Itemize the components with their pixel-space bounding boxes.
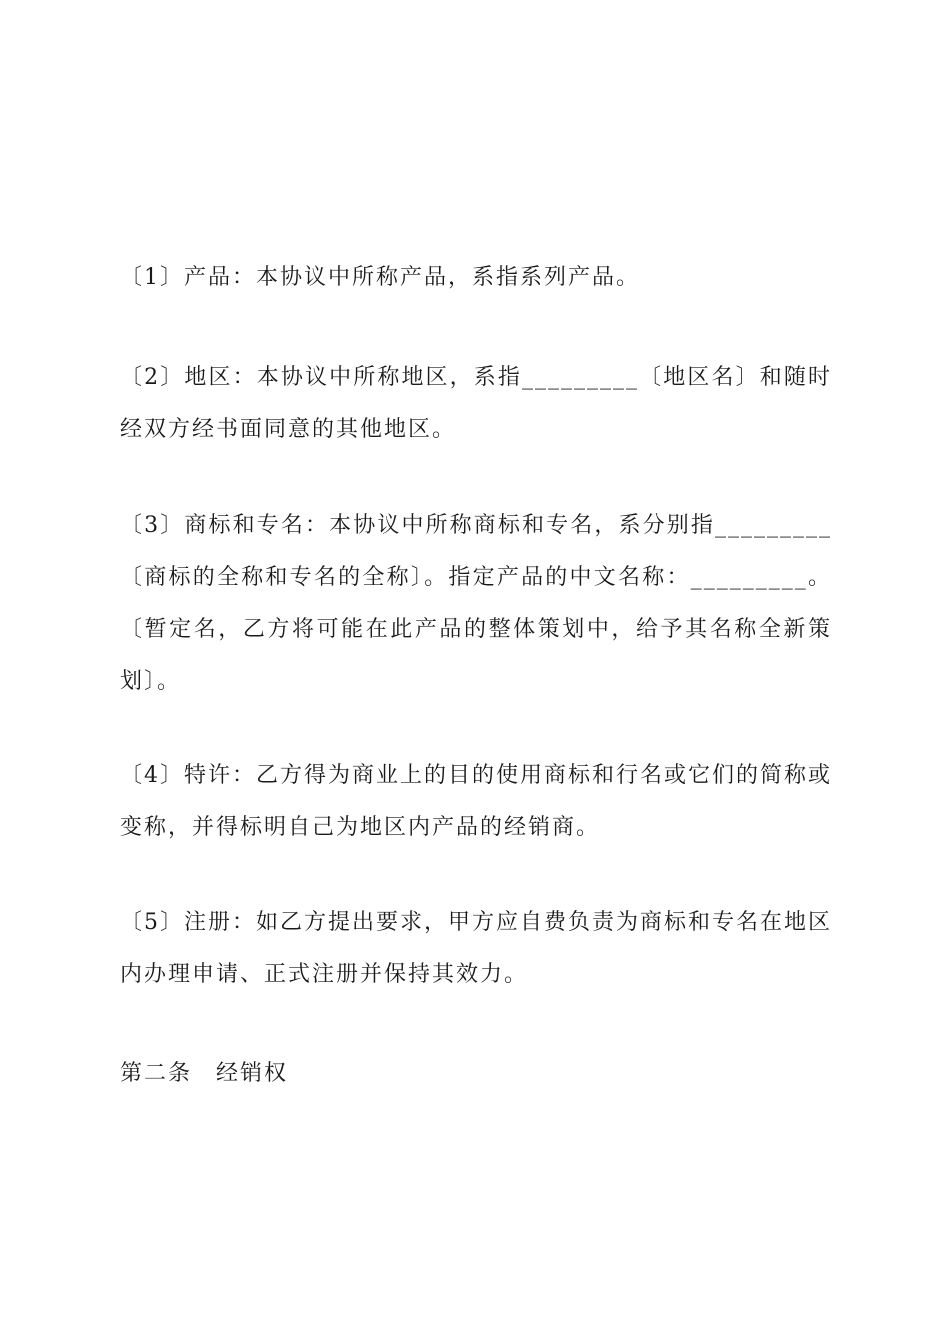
clause-1-product: 〔1〕产品：本协议中所称产品，系指系列产品。	[120, 265, 640, 290]
clause-2-territory: 〔2〕地区：本协议中所称地区，系指_________〔地区名〕和随时经双方经书面同意的其他地区。	[120, 365, 832, 442]
clause-5-registration: 〔5〕注册：如乙方提出要求，甲方应自费负责为商标和专名在地区内办理申请、正式注册并保持其效力。	[120, 910, 832, 987]
clause-3-trademark: 〔3〕商标和专名：本协议中所称商标和专名，系分别指_________〔商标的全称和专名的全称〕。指定产品的中文名称：_________。〔暂定名，乙方将可能在此产品的整体策划中，给予其名称全新策划〕。	[120, 513, 832, 694]
clause-4-license: 〔4〕特许：乙方得为商业上的目的使用商标和行名或它们的简称或变称，并得标明自己为地区内产品的经销商。	[120, 763, 832, 840]
section-heading-article-2: 第二条 经销权	[120, 1061, 289, 1086]
